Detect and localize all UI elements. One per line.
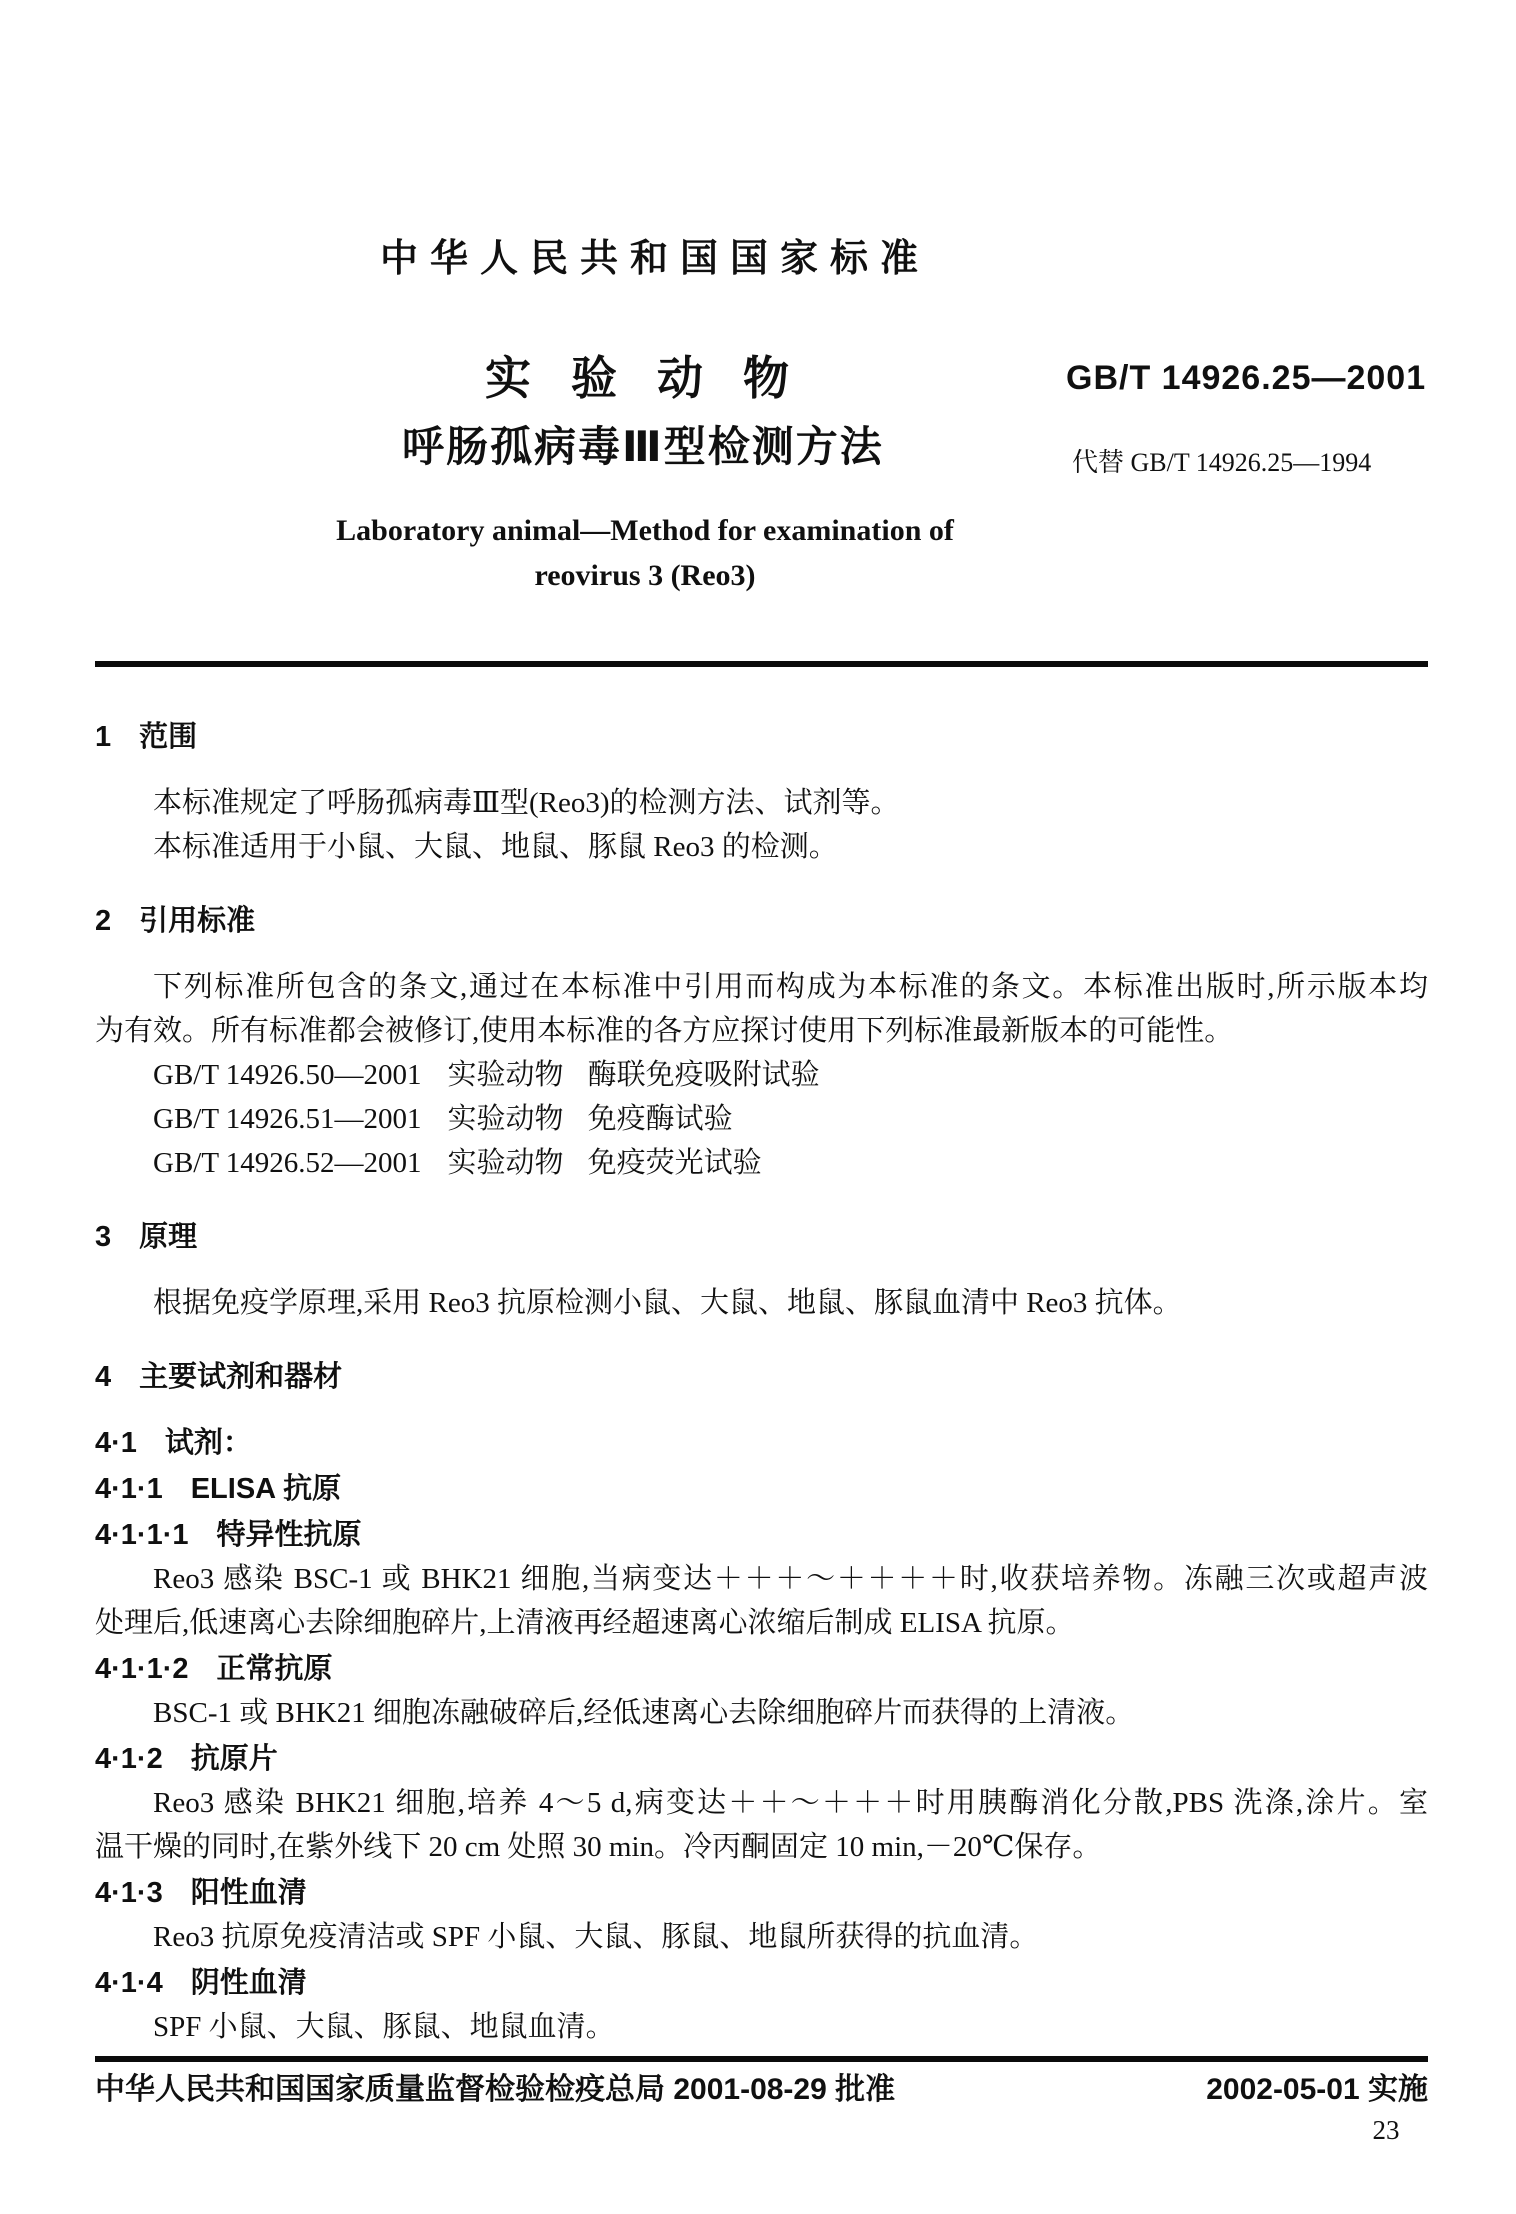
clause-heading-negative-serum xyxy=(95,1961,1428,2005)
paragraph-line: 下列标准所包含的条文,通过在本标准中引用而构成为本标准的条文。本标准出版时,所示版本均 xyxy=(153,971,1428,1003)
heading-title: 正常抗原 xyxy=(216,1653,333,1685)
heading-title: 原理 xyxy=(139,1221,198,1253)
paragraph-line: BSC-1 或 BHK21 细胞冻融破碎后,经低速离心去除细胞碎片而获得的上清液。 xyxy=(153,1697,1135,1729)
section-heading-principle xyxy=(95,1215,1428,1259)
section-heading-references xyxy=(95,899,1428,943)
clause-heading-reagent xyxy=(95,1421,1428,1465)
reference-item xyxy=(95,1097,1428,1141)
page-number: 23 xyxy=(1372,2115,1400,2145)
paragraph-line: 为有效。所有标准都会被修订,使用本标准的各方应探讨使用下列标准最新版本的可能性。 xyxy=(95,1015,1234,1047)
replaces-note: 代替 GB/T 14926.25—1994 xyxy=(1072,448,1372,477)
heading-number: 1 xyxy=(95,721,112,753)
heading-title: 抗原片 xyxy=(190,1743,278,1775)
heading-number: 4·1·4 xyxy=(95,1967,163,1999)
implementation-date: 2002-05-01 实施 xyxy=(1206,2073,1428,2106)
heading-number: 4·1·2 xyxy=(95,1743,163,1775)
footer-rule xyxy=(95,2056,1428,2062)
heading-title: 阳性血清 xyxy=(190,1877,307,1909)
paragraph-line: 本标准规定了呼肠孤病毒Ⅲ型(Reo3)的检测方法、试剂等。 xyxy=(153,787,900,819)
heading-number: 2 xyxy=(95,905,112,937)
reference-org: 实验动物 xyxy=(447,1103,564,1135)
section-heading-reagents xyxy=(95,1355,1428,1399)
reference-name: 免疫酶试验 xyxy=(587,1103,733,1135)
reference-org: 实验动物 xyxy=(447,1147,564,1179)
reference-item xyxy=(95,1053,1428,1097)
standard-subtitle-cn: 呼肠孤病毒Ⅲ型检测方法 xyxy=(402,423,884,470)
heading-title: 引用标准 xyxy=(139,905,256,937)
authority-title: 中华人民共和国国家标准 xyxy=(380,238,931,280)
standard-title-en-line1: Laboratory animal—Method for examination of xyxy=(336,514,954,547)
paragraph-line: Reo3 抗原免疫清洁或 SPF 小鼠、大鼠、豚鼠、地鼠所获得的抗血清。 xyxy=(153,1921,1039,1953)
reference-code: GB/T 14926.52—2001 xyxy=(153,1147,422,1179)
heading-number: 4·1 xyxy=(95,1427,137,1459)
reference-code: GB/T 14926.50—2001 xyxy=(153,1059,422,1091)
heading-number: 4·1·1 xyxy=(95,1473,163,1505)
reference-code: GB/T 14926.51—2001 xyxy=(153,1103,422,1135)
reference-item xyxy=(95,1141,1428,1185)
heading-number: 4·1·1·2 xyxy=(95,1653,189,1685)
heading-number: 4 xyxy=(95,1361,112,1393)
heading-title: 特异性抗原 xyxy=(216,1519,362,1551)
reference-name: 酶联免疫吸附试验 xyxy=(587,1059,820,1091)
heading-title: 阴性血清 xyxy=(190,1967,307,1999)
clause-heading-specific-antigen xyxy=(95,1513,1428,1557)
paragraph-line: SPF 小鼠、大鼠、豚鼠、地鼠血清。 xyxy=(153,2011,615,2043)
paragraph-line: Reo3 感染 BHK21 细胞,培养 4～5 d,病变达＋＋～＋＋＋时用胰酶消化分散,PBS 洗涤,涂片。室 xyxy=(153,1787,1428,1819)
paragraph-line: 处理后,低速离心去除细胞碎片,上清液再经超速离心浓缩后制成 ELISA 抗原。 xyxy=(95,1607,1075,1639)
reference-org: 实验动物 xyxy=(447,1059,564,1091)
standard-title-en xyxy=(245,508,1045,598)
paragraph-line: 温干燥的同时,在紫外线下 20 cm 处照 30 min。冷丙酮固定 10 min,－20℃保存。 xyxy=(95,1831,1102,1863)
document-body xyxy=(95,667,1428,2049)
clause-heading-positive-serum xyxy=(95,1871,1428,1915)
clause-heading-normal-antigen xyxy=(95,1647,1428,1691)
heading-number: 4·1·1·1 xyxy=(95,1519,189,1551)
paragraph-line: 本标准适用于小鼠、大鼠、地鼠、豚鼠 Reo3 的检测。 xyxy=(153,831,838,863)
heading-number: 4·1·3 xyxy=(95,1877,163,1909)
standard-title-cn: 实验动物 xyxy=(485,352,829,404)
heading-title: 主要试剂和器材 xyxy=(139,1361,343,1393)
reference-name: 免疫荧光试验 xyxy=(587,1147,762,1179)
clause-heading-antigen-slide xyxy=(95,1737,1428,1781)
standard-code: GB/T 14926.25—2001 xyxy=(1066,359,1427,397)
paragraph-line: 根据免疫学原理,采用 Reo3 抗原检测小鼠、大鼠、地鼠、豚鼠血清中 Reo3 抗体。 xyxy=(153,1287,1182,1319)
section-heading-scope xyxy=(95,715,1428,759)
approval-statement: 中华人民共和国国家质量监督检验检疫总局 2001-08-29 批准 xyxy=(95,2073,896,2106)
standard-title-en-line2: reovirus 3 (Reo3) xyxy=(534,559,756,592)
heading-title: ELISA 抗原 xyxy=(190,1473,342,1505)
heading-title: 试剂： xyxy=(164,1427,252,1459)
heading-number: 3 xyxy=(95,1221,112,1253)
heading-title: 范围 xyxy=(139,721,198,753)
clause-heading-elisa-antigen xyxy=(95,1467,1428,1511)
paragraph-line: Reo3 感染 BSC-1 或 BHK21 细胞,当病变达＋＋＋～＋＋＋＋时,收获培养物。冻融三次或超声波 xyxy=(153,1563,1428,1595)
